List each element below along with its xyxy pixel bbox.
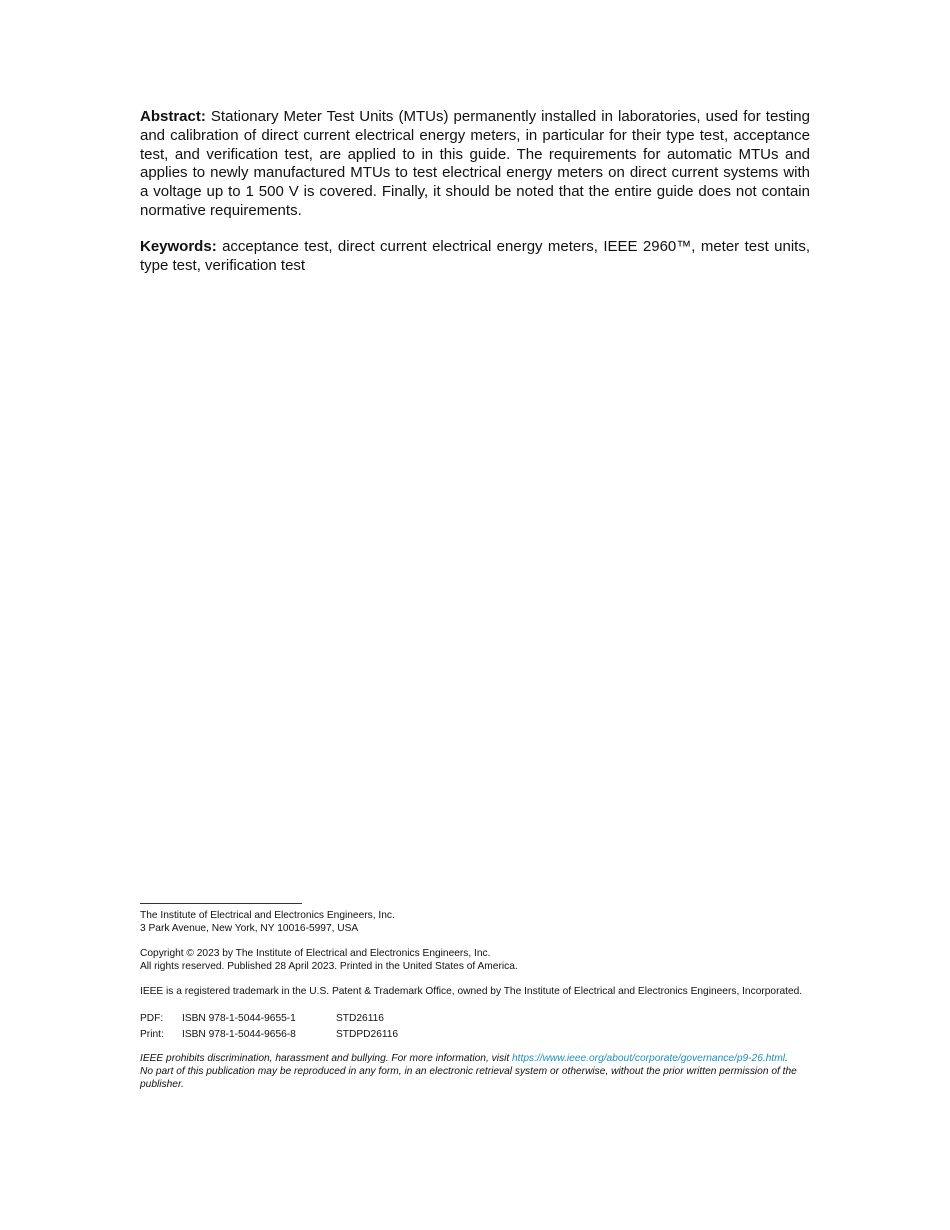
keywords-label: Keywords: xyxy=(140,238,217,255)
abstract-section xyxy=(140,108,810,221)
policy-text: IEEE prohibits discrimination, harassment and bullying. For more information, visit xyxy=(140,1053,512,1065)
publisher-block xyxy=(140,910,812,936)
publisher-name: The Institute of Electrical and Electronics Engineers, Inc. xyxy=(140,910,395,921)
publisher-address: 3 Park Avenue, New York, NY 10016-5997, USA xyxy=(140,922,359,934)
isbn-number: ISBN 978-1-5044-9655-1 xyxy=(182,1013,296,1025)
isbn-format: PDF: xyxy=(140,1013,164,1025)
abstract-text: Stationary Meter Test Units (MTUs) permanently installed in laboratories, used for testing and calibration of direct current electrical energy meters, in particular for their type test, acceptance test, and verification test, are applied to in this guide. The requirements for automatic MTUs and applies to newly manufactured MTUs to test electrical energy meters on direct current systems with a voltage up to 1 500 V is covered. Finally, it should be noted that the entire guide does not contain normative requirements. xyxy=(140,108,810,219)
keywords-text: acceptance test, direct current electrical energy meters, IEEE 2960™, meter test units, type test, verification test xyxy=(140,238,810,274)
abstract-label: Abstract: xyxy=(140,108,206,125)
copyright-block xyxy=(140,948,812,974)
copyright-line: Copyright © 2023 by The Institute of Electrical and Electronics Engineers, Inc. xyxy=(140,947,491,959)
isbn-format: Print: xyxy=(140,1028,164,1040)
isbn-row-print xyxy=(140,1027,398,1043)
policy-link[interactable]: https://www.ieee.org/about/corporate/governance/p9-26.html xyxy=(512,1053,785,1065)
isbn-row-pdf xyxy=(140,1011,398,1027)
policy-notice xyxy=(140,1053,812,1066)
trademark-block xyxy=(140,986,812,999)
abstract-paragraph xyxy=(140,108,810,221)
reproduction-notice: No part of this publication may be reproduced in any form, in an electronic retrieval system or otherwise, without the prior written permission of the publisher. xyxy=(140,1065,797,1090)
publication-footer xyxy=(140,910,812,1092)
rights-line: All rights reserved. Published 28 April 2023. Printed in the United States of America. xyxy=(140,960,518,972)
footnote-divider xyxy=(140,903,302,904)
keywords-paragraph xyxy=(140,238,810,276)
isbn-code: STD26116 xyxy=(336,1013,384,1025)
policy-end: . xyxy=(784,1053,788,1065)
keywords-section xyxy=(140,238,810,276)
isbn-code: STDPD26116 xyxy=(336,1028,399,1040)
isbn-table xyxy=(140,1011,398,1042)
trademark-line: IEEE is a registered trademark in the U.S. Patent & Trademark Office, owned by The Institute of Electrical and Electronics Engineers, Incorporated. xyxy=(140,985,803,997)
isbn-number: ISBN 978-1-5044-9656-8 xyxy=(182,1028,296,1040)
